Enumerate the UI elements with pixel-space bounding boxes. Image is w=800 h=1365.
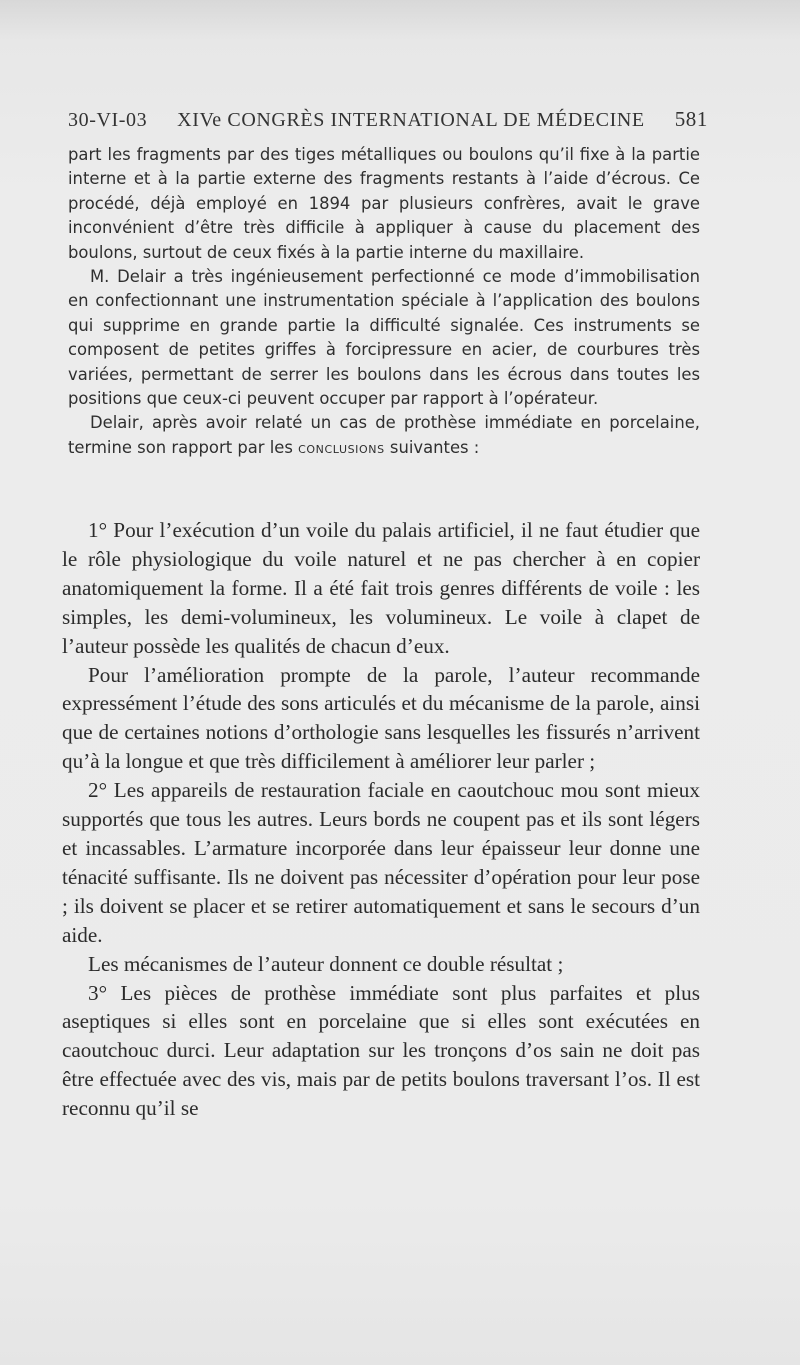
summary-paragraph-3-end: suivantes :	[389, 437, 480, 457]
summary-paragraph-3	[68, 411, 700, 460]
header-title: XIVe CONGRÈS INTERNATIONAL DE MÉDECINE	[177, 109, 645, 131]
conclusions-text-block	[62, 516, 700, 1123]
conclusion-1-continued: Pour l’amélioration prompte de la parole, l’auteur recommande expressément l’étude des sons articulés et du mécanisme de la parole, ainsi que de certaines notions d’orthologie sans lesquelles les fissurés n’arrivent qu’à la longue et que très difficilement à améliorer leur parler ;	[62, 662, 700, 774]
summary-paragraph-2: M. Delair a très ingénieusement perfectionné ce mode d’immobilisation en confectionnant une instrumentation spéciale à l’application des boulons qui supprime en grande partie la difficulté signalée. Ces instruments se composent de petites griffes à forcipressure en acier, de courbures très variées, permettant de serrer les boulons dans les écrous dans toutes les positions que ceux-ci peuvent occuper par rapport à l’opérateur.	[68, 267, 700, 409]
conclusion-2: 2° Les appareils de restauration faciale en caoutchouc mou sont mieux supportés que tous les autres. Leurs bords ne coupent pas et ils sont légers et incassables. L’armature incorporée dans leur épaisseur leur donne une ténacité suffisante. Ils ne doivent pas nécessiter d’opération pour leur pose ; ils doivent se placer et se retirer automatiquement et sans le secours d’un aide.	[62, 778, 700, 947]
conclusion-2-continued: Les mécanismes de l’auteur donnent ce double résultat ;	[88, 951, 564, 976]
page-number: 581	[674, 107, 708, 131]
summary-paragraph-3-start: Delair, après avoir relaté un cas de prothèse immédiate en porcelaine, termine son rapport par les	[68, 413, 700, 457]
conclusions-smallcaps: conclusions	[298, 437, 385, 457]
running-header	[68, 107, 708, 132]
conclusion-1: 1° Pour l’exécution d’un voile du palais artificiel, il ne faut étudier que le rôle physiologique du voile naturel et ne pas chercher à en copier anatomiquement la forme. Il a été fait trois genres différents de voile : les simples, les demi-volumineux, les volumineux. Le voile à clapet de l’auteur possède les qualités de chacun d’eux.	[62, 518, 700, 658]
summary-paragraph-1: part les fragments par des tiges métalliques ou boulons qu’il fixe à la partie interne et à la partie externe des fragments restants à l’aide d’écrous. Ce procédé, déjà employé en 1894 par plusieurs confrères, avait le grave inconvénient d’être très difficile à appliquer à cause du placement des boulons, surtout de ceux fixés à la partie interne du maxillaire.	[68, 145, 700, 262]
summary-text-block	[68, 143, 700, 460]
conclusion-3: 3° Les pièces de prothèse immédiate sont plus parfaites et plus aseptiques si elles sont en porcelaine que si elles sont exécutées en caoutchouc durci. Leur adaptation sur les tronçons d’os sain ne doit pas être effectuée avec des vis, mais par de petits boulons traversant l’os. Il est reconnu qu’il se	[62, 980, 700, 1121]
header-date: 30-VI-03	[68, 109, 148, 131]
